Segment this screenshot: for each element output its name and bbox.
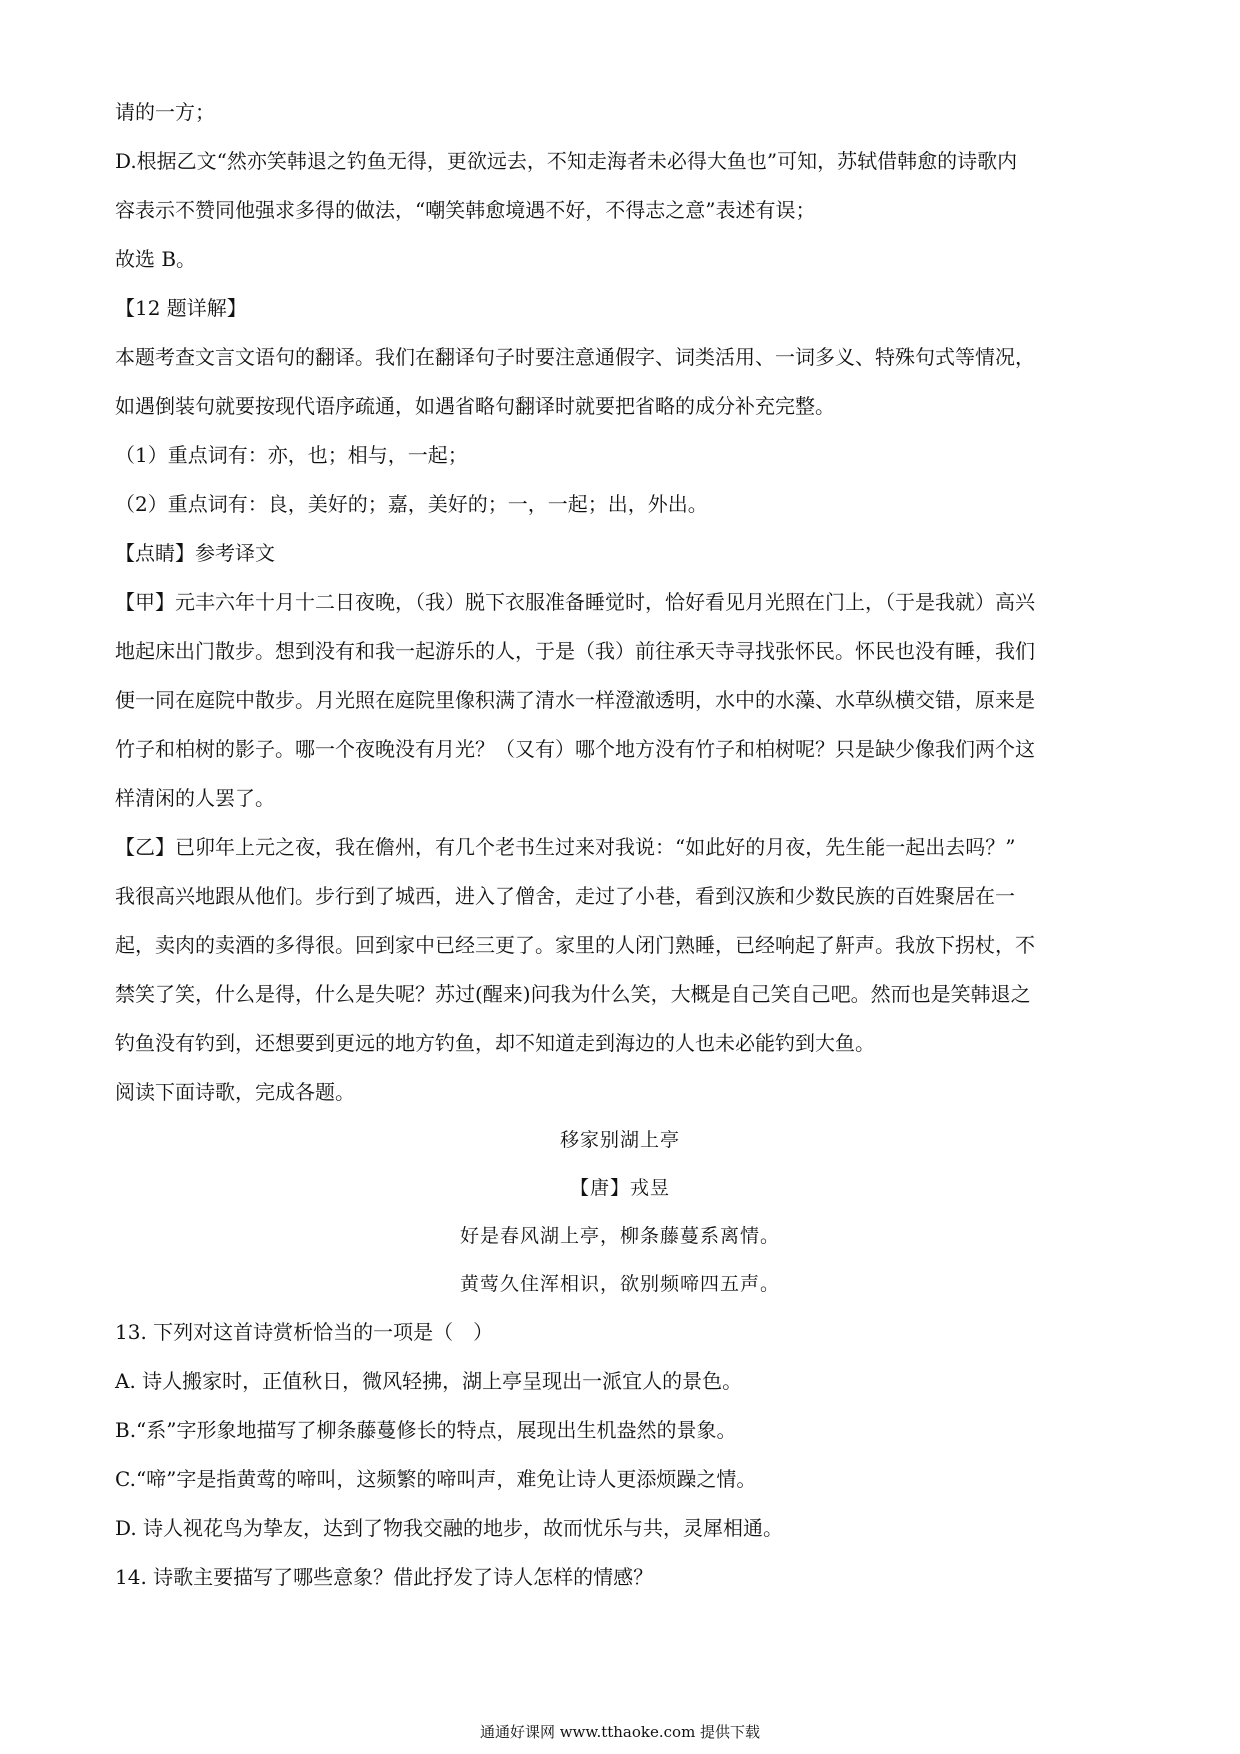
section-heading: 【12 题详解】 [115, 296, 247, 320]
poem-line: 好是春风湖上亭，柳条藤蔓系离情。 [459, 1225, 780, 1247]
text-line: 请的一方； [115, 100, 215, 124]
text-line: 地起床出门散步。想到没有和我一起游乐的人，于是（我）前往承天寺寻找张怀民。怀民也没有睡，我们 [115, 639, 1035, 663]
text-line: 容表示不赞同他强求多得的做法，“嘲笑韩愈境遇不好，不得志之意”表述有误； [115, 198, 816, 222]
section-heading: 【点睛】参考译文 [115, 541, 275, 565]
document-body [115, 96, 1125, 1593]
option-c: C.“啼”字是指黄莺的啼叫，这频繁的啼叫声，难免让诗人更添烦躁之情。 [115, 1467, 757, 1491]
text-line: 竹子和柏树的影子。哪一个夜晚没有月光？（又有）哪个地方没有竹子和柏树呢？只是缺少像我们两个这 [115, 737, 1035, 761]
option-d: D. 诗人视花鸟为挚友，达到了物我交融的地步，故而忧乐与共，灵犀相通。 [115, 1516, 784, 1540]
text-line: （1）重点词有：亦，也；相与，一起； [115, 443, 468, 467]
poem-author: 【唐】戎昱 [569, 1177, 670, 1199]
text-line: 本题考查文言文语句的翻译。我们在翻译句子时要注意通假字、词类活用、一词多义、特殊句式等情况， [115, 345, 1035, 369]
poem-line: 黄莺久住浑相识，欲别频啼四五声。 [459, 1273, 780, 1295]
option-a: A. 诗人搬家时，正值秋日，微风轻拂，湖上亭呈现出一派宜人的景色。 [115, 1369, 743, 1393]
text-line: （2）重点词有：良，美好的；嘉，美好的；一，一起；出，外出。 [115, 492, 708, 516]
text-line: 便一同在庭院中散步。月光照在庭院里像积满了清水一样澄澈透明，水中的水藻、水草纵横交错，原来是 [115, 688, 1035, 712]
text-line: 我很高兴地跟从他们。步行到了城西，进入了僧舍，走过了小巷，看到汉族和少数民族的百姓聚居在一 [115, 884, 1015, 908]
page-footer: 通通好课网 www.tthaoke.com 提供下载 [479, 1723, 761, 1741]
text-line: 【甲】元丰六年十月十二日夜晚，（我）脱下衣服准备睡觉时，恰好看见月光照在门上，（于是我就）高兴 [115, 590, 1035, 614]
text-line: 如遇倒装句就要按现代语序疏通，如遇省略句翻译时就要把省略的成分补充完整。 [115, 394, 835, 418]
option-b: B.“系”字形象地描写了柳条藤蔓修长的特点，展现出生机盎然的景象。 [115, 1418, 737, 1442]
text-line: 起，卖肉的卖酒的多得很。回到家中已经三更了。家里的人闭门熟睡，已经响起了鼾声。我放下拐杖，不 [115, 933, 1035, 957]
text-line: 样清闲的人罢了。 [115, 786, 275, 810]
text-line: D.根据乙文“然亦笑韩退之钓鱼无得，更欲远去，不知走海者未必得大鱼也”可知，苏轼借韩愈的诗歌内 [115, 149, 1018, 173]
text-line: 钓鱼没有钓到，还想要到更远的地方钓鱼，却不知道走到海边的人也未必能钓到大鱼。 [115, 1031, 875, 1055]
text-line: 【乙】已卯年上元之夜，我在儋州，有几个老书生过来对我说：“如此好的月夜，先生能一起出去吗？” [115, 835, 1016, 859]
question-13: 13. 下列对这首诗赏析恰当的一项是（ ） [115, 1320, 494, 1344]
text-line: 阅读下面诗歌，完成各题。 [115, 1080, 355, 1104]
poem [115, 1124, 1125, 1300]
text-line: 故选 B。 [115, 247, 197, 271]
text-line: 禁笑了笑，什么是得，什么是失呢？苏过(醒来)问我为什么笑，大概是自己笑自己吧。然而也是笑韩退之 [115, 982, 1031, 1006]
question-14: 14. 诗歌主要描写了哪些意象？借此抒发了诗人怎样的情感？ [115, 1565, 654, 1589]
poem-title: 移家别湖上亭 [559, 1129, 680, 1151]
